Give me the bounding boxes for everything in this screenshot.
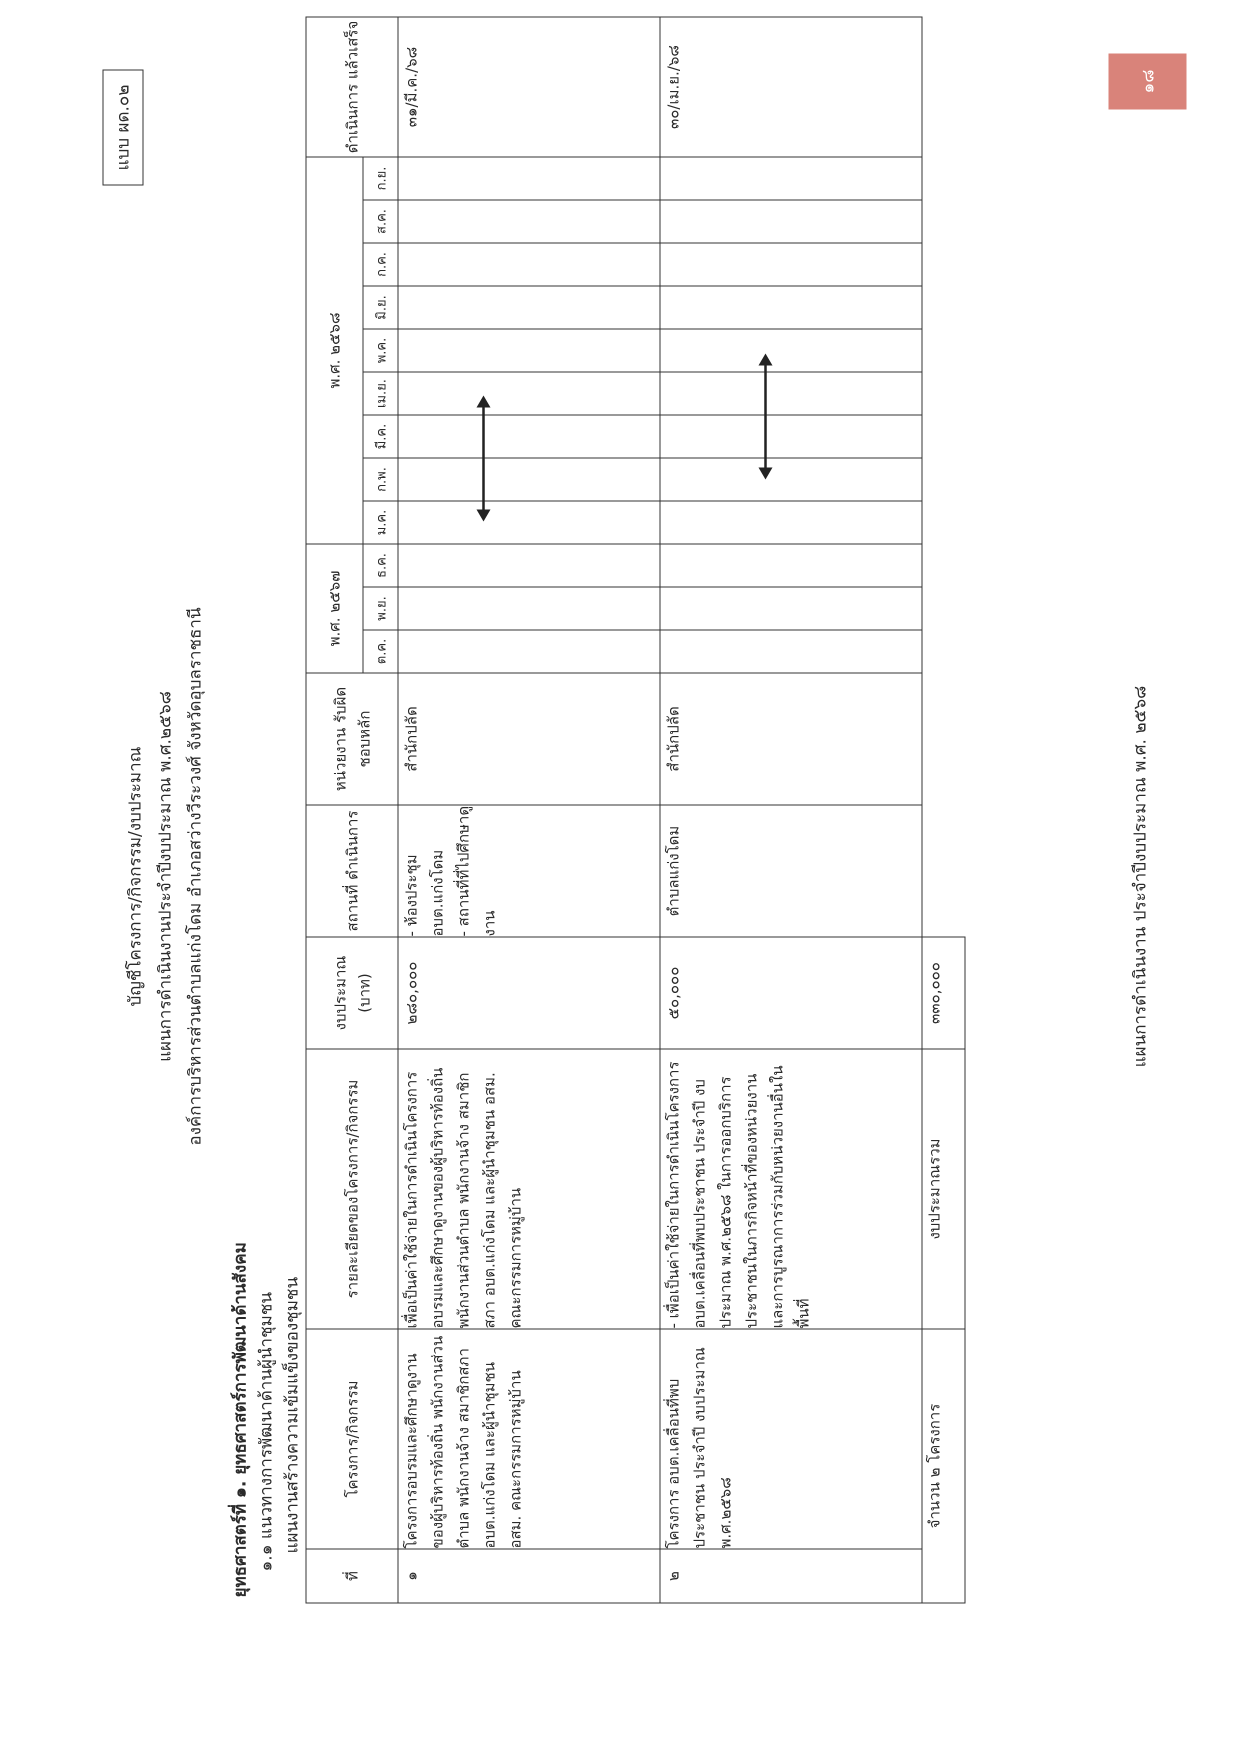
month-cell [660, 544, 922, 587]
title-line-2: แผนการดำเนินงานประจำปีงบประมาณ พ.ศ.๒๕๖๘ [155, 691, 176, 1062]
row-done: ๓๑/มี.ค./๖๘ [398, 17, 660, 157]
month-cell [660, 501, 922, 544]
row-detail: - เพื่อเป็นค่าใช้จ่ายในการดำเนินโครงการ อบต.เคลื่อนที่พบประชาชน ประจำปี งบประมาณ พ.ศ.๒๕๖๘ ในการออกบริการประชาชนในภารกิจหน้าที่ของหน่วยงานและการบูรณาการร่วมกับหน่วยงานอื่นในพื้นที่ [660, 1049, 922, 1329]
month-header: ส.ค. [363, 200, 398, 243]
month-header: ม.ค. [363, 501, 398, 544]
month-header: ก.พ. [363, 458, 398, 501]
title-line-1: บัญชีโครงการ/กิจกรรม/งบประมาณ [125, 746, 146, 1007]
month-cell [660, 372, 922, 415]
location-line: - ห้องประชุม อบต.แก่งโดม [402, 849, 447, 937]
month-cell [398, 329, 660, 372]
month-cell [660, 587, 922, 630]
strategy-approach: ๑.๑ แนวทางการพัฒนาด้านผู้นำชุมชน [256, 1291, 277, 1572]
month-cell [398, 200, 660, 243]
month-cell [398, 157, 660, 200]
row-done: ๓๐/เม.ย./๖๘ [660, 17, 922, 157]
month-header: ธ.ค. [363, 544, 398, 587]
month-cell [398, 501, 660, 544]
summary-total: ๓๓๐,๐๐๐ [922, 937, 965, 1049]
strategy-title: ยุทธศาสตร์ที่ ๑. ยุทธศาสตร์การพัฒนาด้านสังคม [230, 1242, 251, 1598]
month-cell [398, 458, 660, 501]
summary-row [922, 17, 965, 1603]
month-header: ต.ค. [363, 630, 398, 673]
summary-count: จำนวน ๒ โครงการ [922, 1329, 965, 1603]
table-row [660, 17, 922, 1603]
summary-label: งบประมาณรวม [922, 1049, 965, 1329]
landscape-sheet [1, 0, 1241, 1754]
page-footer: แผนการดำเนินงาน ประจำปีงบประมาณ พ.ศ. ๒๕๖๘ [1130, 685, 1151, 1068]
row-no: ๒ [660, 1549, 922, 1603]
title-line-3: องค์การบริหารส่วนตำบลแก่งโดม อำเภอสว่างวีระวงศ์ จังหวัดอุบลราชธานี [185, 607, 206, 1146]
month-cell [660, 458, 922, 501]
month-header: มิ.ย. [363, 286, 398, 329]
month-header: พ.ค. [363, 329, 398, 372]
document-titles [121, 0, 211, 1754]
row-budget: ๕๐,๐๐๐ [660, 937, 922, 1049]
month-cell [398, 415, 660, 458]
page-number-badge: ๑๘ [1109, 54, 1187, 110]
month-header: พ.ย. [363, 587, 398, 630]
month-cell [660, 415, 922, 458]
row-no: ๑ [398, 1549, 660, 1603]
strategy-plan: แผนงานสร้างความเข้มแข็งของชุมชน [282, 1276, 303, 1554]
month-cell [398, 544, 660, 587]
timeline-arrow [469, 396, 499, 522]
header-no: ที่ [306, 1549, 398, 1603]
header-unit: หน่วยงาน รับผิดชอบหลัก [306, 673, 398, 805]
month-cell [660, 243, 922, 286]
month-header: ก.ค. [363, 243, 398, 286]
location-line: ตำบลแก่งโดม [664, 825, 683, 917]
month-cell [660, 329, 922, 372]
month-header: มี.ค. [363, 415, 398, 458]
row-project: โครงการอบรมและศึกษาดูงานของผู้บริหารท้องถิ่น พนักงานส่วนตำบล พนักงานจ้าง สมาชิกสภา อบต.แก่งโดม และผู้นำชุมชน อสม. คณะกรรมการหมู่บ้าน [398, 1329, 660, 1549]
header-done: ดำเนินการ แล้วเสร็จ [306, 17, 398, 157]
month-cell [660, 630, 922, 673]
row-location [398, 805, 660, 937]
location-line: - สถานที่ที่ไปศึกษาดูงาน [454, 805, 499, 937]
row-budget: ๒๘๐,๐๐๐ [398, 937, 660, 1049]
month-header: ก.ย. [363, 157, 398, 200]
row-detail: เพื่อเป็นค่าใช้จ่ายในการดำเนินโครงการอบรมและศึกษาดูงานของผู้บริหารท้องถิ่น พนักงานส่วนตำบล พนักงานจ้าง สมาชิกสภา อบต.แก่งโดม และผู้นำชุมชน อสม. คณะกรรมการหมู่บ้าน [398, 1049, 660, 1329]
form-code-box: แบบ ผด.๐๒ [103, 70, 144, 186]
header-location: สถานที่ ดำเนินการ [306, 805, 398, 937]
table-row [398, 17, 660, 1603]
month-cell [660, 157, 922, 200]
row-unit: สำนักปลัด [660, 673, 922, 805]
month-cell [398, 286, 660, 329]
project-plan-table [306, 17, 966, 1604]
header-budget: งบประมาณ (บาท) [306, 937, 398, 1049]
timeline-arrow [751, 354, 781, 480]
month-cell [398, 372, 660, 415]
month-cell [398, 243, 660, 286]
row-location [660, 805, 922, 937]
summary-blank [922, 17, 965, 937]
header-year-2567: พ.ศ. ๒๕๖๗ [306, 544, 363, 673]
header-year-2568: พ.ศ. ๒๕๖๘ [306, 157, 363, 544]
row-project: โครงการ อบต.เคลื่อนที่พบประชาชน ประจำปี งบประมาณ พ.ศ.๒๕๖๘ [660, 1329, 922, 1549]
row-unit: สำนักปลัด [398, 673, 660, 805]
header-project: โครงการ/กิจกรรม [306, 1329, 398, 1549]
month-cell [660, 286, 922, 329]
month-cell [398, 587, 660, 630]
month-cell [660, 200, 922, 243]
month-header: เม.ย. [363, 372, 398, 415]
header-detail: รายละเอียดของโครงการ/กิจกรรม [306, 1049, 398, 1329]
strategy-block [228, 1242, 306, 1597]
month-cell [398, 630, 660, 673]
